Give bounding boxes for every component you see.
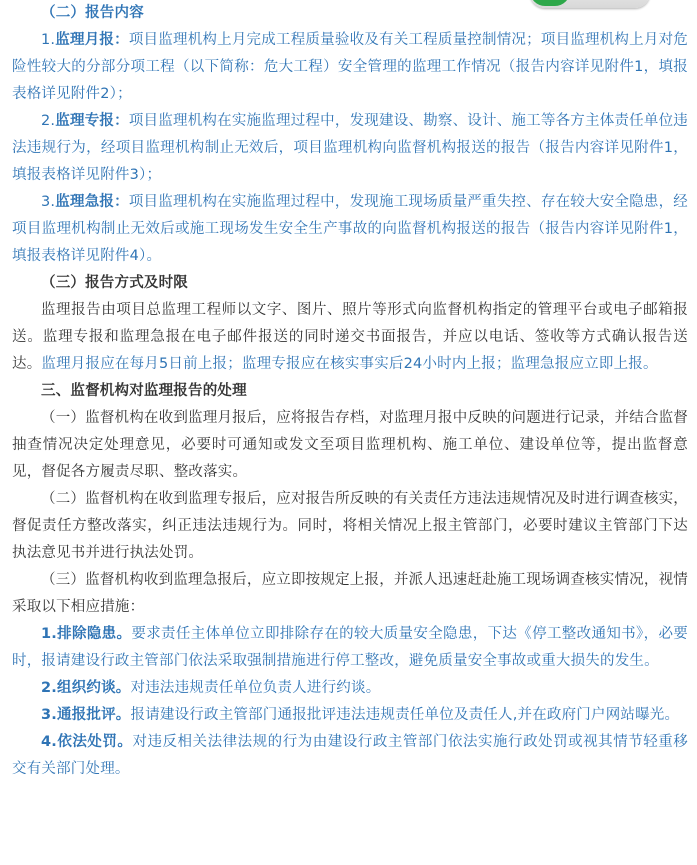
item-title: 监理专报： bbox=[55, 113, 129, 129]
section-heading-report-content bbox=[12, 0, 688, 27]
method-text: 监理报告由项目总监理工程师以文字、图片、照片等形式向监督机构指定的管理平台或电子邮箱报送。监理专报和监理急报在电子邮件报送的同时递交书面报告，并应以电话、签收等方式确认报告送达。 bbox=[12, 302, 688, 372]
measure-title: 1.排除隐患。 bbox=[41, 626, 132, 642]
paragraph-urgent-report bbox=[12, 189, 688, 270]
item-number: 2. bbox=[41, 113, 56, 129]
paragraph-handling-urgent: （三）监督机构收到监理急报后，应立即按规定上报，并派人迅速赶赴施工现场调查核实情况，视情采取以下相应措施： bbox=[12, 572, 688, 615]
heading-text: （三）报告方式及时限 bbox=[41, 275, 188, 291]
paragraph-monthly-report bbox=[12, 27, 688, 108]
section-heading-handling bbox=[12, 378, 688, 405]
item-title: 监理急报： bbox=[55, 194, 129, 210]
measure-title: 3.通报批评。 bbox=[41, 707, 131, 723]
paragraph-handling-special: （二）监督机构在收到监理专报后，应对报告所反映的有关责任方违法违规情况及时进行调查核实，督促责任方整改落实，纠正违法违规行为。同时，将相关情况上报主管部门，必要时建议主管部门下达执法意见书并进行执法处罚。 bbox=[12, 491, 688, 561]
measure-text: 报请建设行政主管部门通报批评违法违规责任单位及责任人,并在政府门户网站曝光。 bbox=[130, 707, 680, 723]
measure-text: 要求责任主体单位立即排除存在的较大质量安全隐患，下达《停工整改通知书》，必要时，报请建设行政主管部门依法采取强制措施进行停工整改，避免质量安全事故或重大损失的发生。 bbox=[12, 626, 688, 669]
item-number: 1. bbox=[41, 32, 56, 48]
section-heading-report-method bbox=[12, 270, 688, 297]
measure-text: 对违反相关法律法规的行为由建设行政主管部门依法实施行政处罚或视其情节轻重移交有关部门处理。 bbox=[12, 734, 689, 777]
heading-text: （二）报告内容 bbox=[41, 5, 144, 21]
article-body bbox=[12, 0, 688, 783]
measure-item bbox=[12, 702, 688, 729]
paragraph-handling-monthly: （一）监督机构在收到监理月报后，应将报告存档，对监理月报中反映的问题进行记录，并结合监督抽查情况决定处理意见，必要时可通知或发文至项目监理机构、施工单位、建设单位等，提出监督意见，督促各方履责尽职、整改落实。 bbox=[12, 410, 688, 480]
measure-title: 4.依法处罚。 bbox=[41, 734, 133, 750]
measure-text: 对违法违规责任单位负责人进行约谈。 bbox=[130, 680, 381, 696]
paragraph-special-report bbox=[12, 108, 688, 189]
measure-item bbox=[12, 729, 688, 783]
item-text: 项目监理机构上月完成工程质量验收及有关工程质量控制情况；项目监理机构上月对危险性较大的分部分项工程（以下简称：危大工程）安全管理的监理工作情况（报告内容详见附件1，填报表格详见附件2）； bbox=[12, 32, 688, 102]
heading-text: 三、监督机构对监理报告的处理 bbox=[41, 383, 247, 399]
item-title: 监理月报： bbox=[55, 32, 129, 48]
method-deadline-text: 监理月报应在每月5日前上报；监理专报应在核实事实后24小时内上报；监理急报应立即上报。 bbox=[41, 356, 658, 372]
paragraph-report-method bbox=[12, 297, 688, 378]
measure-item bbox=[12, 675, 688, 702]
measure-title: 2.组织约谈。 bbox=[41, 680, 131, 696]
item-text: 项目监理机构在实施监理过程中，发现建设、勘察、设计、施工等各方主体责任单位违法违规行为，经项目监理机构制止无效后，项目监理机构向监督机构报送的报告（报告内容详见附件1，填报表格详见附件3）； bbox=[12, 113, 688, 183]
item-text: 项目监理机构在实施监理过程中，发现施工现场质量严重失控、存在较大安全隐患，经项目监理机构制止无效后或施工现场发生安全生产事故的向监督机构报送的报告（报告内容详见附件1，填报表格详见附件4）。 bbox=[12, 194, 688, 264]
item-number: 3. bbox=[41, 194, 56, 210]
measure-item bbox=[12, 621, 688, 675]
